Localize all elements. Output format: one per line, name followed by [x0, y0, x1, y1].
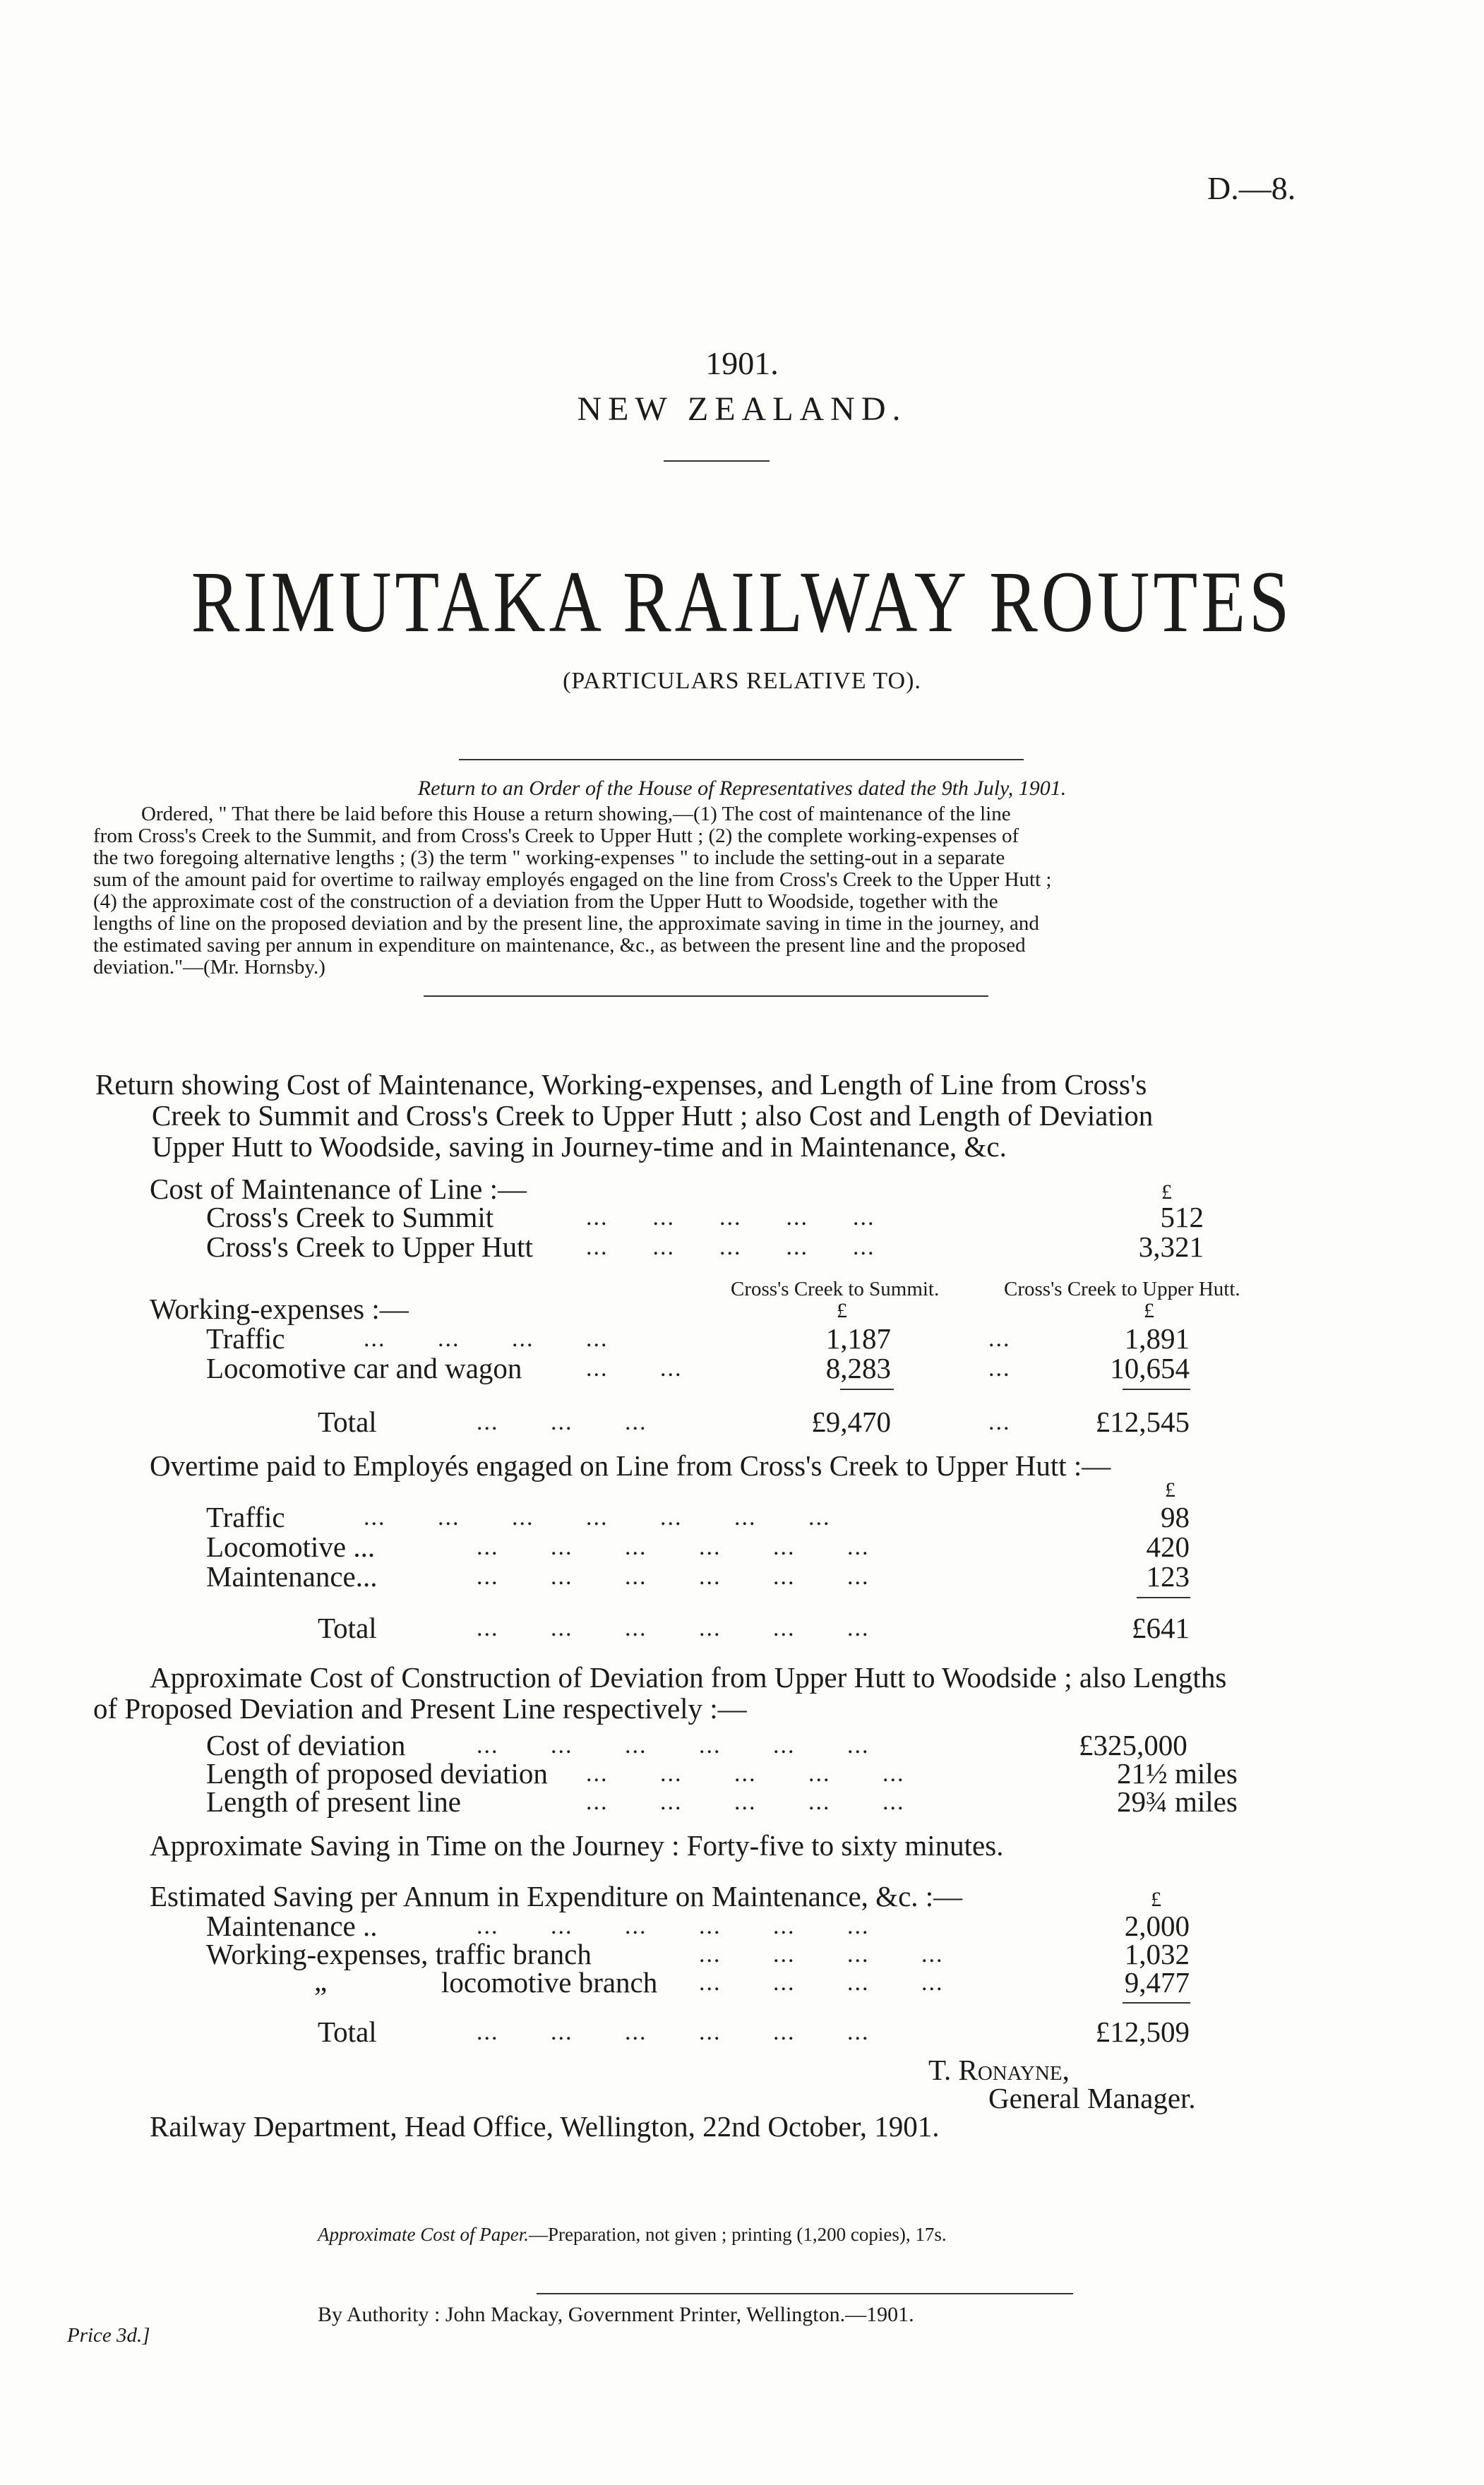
working-expenses-heading: Working-expenses :— [150, 1293, 409, 1325]
price: Price 3d.] [67, 2324, 150, 2347]
signatory-role: General Manager. [988, 2082, 1196, 2114]
overtime-row-value: 123 [1146, 1560, 1190, 1593]
return-heading-line: Upper Hutt to Woodside, saving in Journey-time and in Maintenance, &c. [152, 1130, 1007, 1163]
order-line: sum of the amount paid for overtime to railway employés engaged on the line from Cross's Creek to the Upper Hutt ; [93, 868, 1052, 891]
leader-dots: ... [988, 1355, 1011, 1382]
document-title: RIMUTAKA RAILWAY ROUTES [191, 553, 1293, 650]
overtime-row-label: Maintenance... [206, 1560, 378, 1593]
ditto-mark: „ [314, 1965, 328, 1997]
leader-dots: ... ... ... ... ... [586, 1761, 905, 1787]
annual-row-label: Working-expenses, traffic branch [206, 1938, 592, 1970]
working-total-label: Total [318, 1406, 377, 1438]
overtime-total-value: £641 [1132, 1612, 1190, 1644]
working-total-col1: £9,470 [811, 1406, 891, 1438]
deviation-row-value: £325,000 [1079, 1729, 1187, 1761]
order-paragraph [93, 803, 1322, 978]
sum-rule [1137, 1597, 1190, 1598]
leader-dots: ... ... ... ... ... ... [477, 2019, 870, 2045]
deviation-row-label: Length of proposed deviation [206, 1757, 548, 1790]
order-line: the two foregoing alternative lengths ; (3) the term " working-expenses " to include the setting-out in a separate [93, 846, 1005, 869]
leader-dots: ... ... [586, 1355, 683, 1382]
leader-dots: ... ... ... ... ... ... [477, 1913, 870, 1939]
overtime-heading: Overtime paid to Employés engaged on Line from Cross's Creek to Upper Hutt :— [150, 1449, 1111, 1482]
sum-rule [1123, 2002, 1190, 2004]
leader-dots: ... ... ... ... [699, 1941, 944, 1968]
order-line: the estimated saving per annum in expenditure on maintenance, &c., as between the present line and the proposed [93, 934, 1026, 957]
annual-row-label: locomotive branch [441, 1966, 658, 1999]
order-line: lengths of line on the proposed deviation and by the present line, the approximate saving in time in the journey, and [93, 912, 1039, 935]
maintenance-row-label: Cross's Creek to Summit [206, 1201, 494, 1233]
maintenance-row-value: 512 [1160, 1201, 1204, 1233]
order-heading: Return to an Order of the House of Representatives dated the 9th July, 1901. [417, 777, 1067, 800]
return-heading-line: Return showing Cost of Maintenance, Working-expenses, and Length of Line from Cross's [95, 1068, 1147, 1101]
overtime-row-label: Locomotive ... [206, 1531, 376, 1563]
overtime-unit: £ [1165, 1478, 1175, 1502]
leader-dots: ... ... ... ... ... ... ... [364, 1504, 831, 1531]
column-header-upper-hutt: Cross's Creek to Upper Hutt. [1004, 1278, 1240, 1300]
deviation-heading: of Proposed Deviation and Present Line respectively :— [93, 1692, 747, 1725]
footer-rule [537, 2293, 1073, 2294]
sum-rule [840, 1389, 894, 1390]
document-reference: D.—8. [1207, 170, 1296, 206]
deviation-row-value: 29¾ miles [1117, 1785, 1238, 1818]
working-row-col2: 1,891 [1124, 1322, 1190, 1355]
annual-row-label: Maintenance .. [206, 1910, 378, 1942]
leader-dots: ... [988, 1409, 1011, 1435]
overtime-row-value: 420 [1146, 1531, 1190, 1563]
working-total-col2: £12,545 [1095, 1406, 1190, 1438]
leader-dots: ... ... ... ... [699, 1970, 944, 1996]
place-date: Railway Department, Head Office, Wellington, 22nd October, 1901. [150, 2110, 940, 2143]
working-unit-col2: £ [1144, 1299, 1154, 1322]
maintenance-row-value: 3,321 [1138, 1230, 1204, 1263]
maintenance-heading: Cost of Maintenance of Line :— [150, 1173, 527, 1205]
leader-dots: ... ... ... [477, 1409, 647, 1435]
working-unit-col1: £ [837, 1299, 847, 1322]
maintenance-row-label: Cross's Creek to Upper Hutt [206, 1230, 533, 1263]
leader-dots: ... ... ... ... ... [586, 1204, 875, 1230]
annual-saving-heading: Estimated Saving per Annum in Expenditure on Maintenance, &c. :— [150, 1880, 963, 1912]
document-subtitle: (PARTICULARS RELATIVE TO). [563, 668, 921, 694]
overtime-row-value: 98 [1161, 1501, 1190, 1533]
column-header-summit: Cross's Creek to Summit. [731, 1278, 940, 1300]
signatory-name: T. Ronayne, [928, 2054, 1070, 2086]
leader-dots: ... ... ... ... ... ... [477, 1564, 870, 1590]
deviation-heading: Approximate Cost of Construction of Deviation from Upper Hutt to Woodside ; also Lengths [150, 1661, 1227, 1694]
order-end-rule [424, 995, 988, 997]
deviation-row-label: Cost of deviation [206, 1729, 406, 1761]
overtime-row-label: Traffic [206, 1501, 285, 1533]
time-saving: Approximate Saving in Time on the Journey : Forty-five to sixty minutes. [150, 1829, 1004, 1862]
leader-dots: ... ... ... ... ... ... [477, 1534, 870, 1560]
leader-dots: ... ... ... ... ... [586, 1234, 875, 1260]
annual-row-value: 1,032 [1124, 1938, 1190, 1970]
paper-cost-text: —Preparation, not given ; printing (1,200 copies), 17s. [528, 2224, 947, 2245]
deviation-row-value: 21½ miles [1117, 1757, 1238, 1790]
leader-dots: ... ... ... ... ... ... [477, 1615, 870, 1641]
annual-total-value: £12,509 [1095, 2016, 1190, 2048]
working-row-col1: 1,187 [825, 1322, 891, 1355]
overtime-total-label: Total [318, 1612, 377, 1644]
order-line: Ordered, " That there be laid before this House a return showing,—(1) The cost of maintenance of the line [141, 803, 1011, 825]
working-row-label: Locomotive car and wagon [206, 1352, 522, 1384]
annual-total-label: Total [318, 2016, 377, 2048]
working-row-label: Traffic [206, 1322, 285, 1355]
annual-row-value: 9,477 [1124, 1966, 1190, 1999]
order-line: deviation."—(Mr. Hornsby.) [93, 956, 325, 978]
paper-cost-label: Approximate Cost of Paper. [318, 2224, 529, 2245]
header-rule [664, 460, 770, 462]
annual-saving-unit: £ [1151, 1888, 1161, 1911]
working-row-col1: 8,283 [825, 1352, 891, 1384]
order-line: from Cross's Creek to the Summit, and from Cross's Creek to Upper Hutt ; (2) the complete working-expenses of [93, 825, 1019, 847]
paper-cost [318, 2224, 947, 2246]
annual-row-value: 2,000 [1124, 1910, 1190, 1942]
year: 1901. [705, 345, 779, 381]
order-line: (4) the approximate cost of the construction of a deviation from the Upper Hutt to Woodside, together with the [93, 890, 998, 913]
title-rule [459, 759, 1024, 760]
leader-dots: ... ... ... ... [364, 1326, 609, 1352]
printer-authority: By Authority : John Mackay, Government Printer, Wellington.—1901. [318, 2303, 914, 2326]
country: NEW ZEALAND. [577, 390, 907, 428]
return-heading-line: Creek to Summit and Cross's Creek to Upper Hutt ; also Cost and Length of Deviation [152, 1099, 1154, 1132]
working-row-col2: 10,654 [1110, 1352, 1190, 1384]
maintenance-unit: £ [1161, 1180, 1172, 1204]
sum-rule [1123, 1389, 1190, 1390]
leader-dots: ... ... ... ... ... ... [477, 1732, 870, 1759]
leader-dots: ... [988, 1326, 1011, 1352]
leader-dots: ... ... ... ... ... [586, 1789, 905, 1815]
deviation-row-label: Length of present line [206, 1785, 461, 1818]
